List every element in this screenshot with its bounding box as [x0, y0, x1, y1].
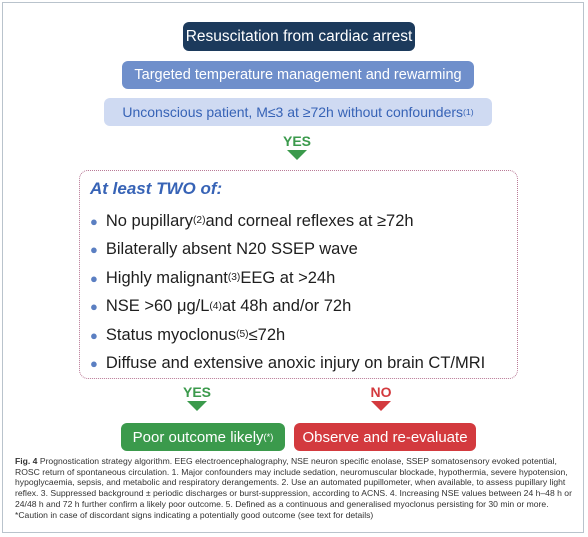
step-unconscious-patient: Unconscious patient, M≤3 at ≥72h without confounders (1)	[104, 98, 492, 126]
step-resuscitation-label: Resuscitation from cardiac arrest	[185, 27, 413, 45]
criteria-item: ● NSE >60 μg/L (4) at 48h and/or 72h	[90, 297, 352, 316]
criteria-item-text-end: at 48h and/or 72h	[221, 297, 352, 316]
no-branch-label: NO	[370, 384, 392, 400]
bullet-icon: ●	[90, 327, 98, 343]
criteria-title: At least TWO of:	[90, 179, 223, 198]
criteria-item: ● Status myoclonus (5) ≤72h	[90, 325, 286, 344]
outcome-observe	[294, 423, 476, 451]
criteria-item	[90, 236, 485, 265]
criteria-item: ● Highly malignant (3) EEG at >24h	[90, 268, 336, 287]
bullet-icon: ●	[90, 270, 98, 286]
criteria-item-text: Status myoclonus	[105, 325, 237, 344]
down-arrow-icon	[187, 401, 207, 411]
criteria-item-text-end: EEG at >24h	[240, 268, 336, 287]
criteria-item-text: Highly malignant	[105, 268, 228, 287]
bullet-icon: ●	[90, 356, 98, 372]
criteria-item-text: No pupillary	[105, 211, 193, 230]
step-temperature-management-label: Targeted temperature management and rewarming	[134, 67, 462, 83]
figure-caption-text: Prognostication strategy algorithm. EEG electroencephalography, NSE neuron specific enolase, SSEP somatosensory evoked potential, ROSC return of spontaneous circulation. 1. Major confounders may include sedation, neuromuscular blockade, hypothermia, severe hypotension, hypoglycaemia, sepsis, and metabolic and respiratory derangements. 2. Use an automated pupillometer, when available, to assess pupillary light reflex. 3. Suppressed background ± periodic discharges or burst-suppression, according to ACNS. 4. Increasing NSE values between 24 h–48 h or 24/48 h and 72 h further confirm a likely poor outcome. 5. Defined as a continuous and generalised myoclonus persisting for 30 min or more. *Caution in case of discordant signs indicating a potentially good outcome (see text for details)	[15, 456, 572, 520]
criteria-item-text: Diffuse and extensive anoxic injury on brain CT/MRI	[105, 354, 486, 373]
outcome-poor-label: Poor outcome likely	[132, 428, 264, 446]
bullet-icon: ●	[90, 299, 98, 315]
criteria-box	[79, 170, 518, 379]
figure-label: Fig. 4	[15, 456, 38, 466]
bullet-icon: ●	[90, 213, 98, 229]
figure-caption	[15, 456, 581, 520]
figure-frame	[2, 2, 584, 533]
criteria-item-text: NSE >60 μg/L	[105, 297, 210, 316]
step-resuscitation	[183, 22, 415, 51]
step-unconscious-patient-label: Unconscious patient, M≤3 at ≥72h without confounders	[122, 104, 464, 120]
yes-label-top: YES	[282, 133, 311, 149]
down-arrow-icon	[371, 401, 391, 411]
criteria-item-text: Bilaterally absent N20 SSEP wave	[105, 240, 358, 259]
criteria-item-text-end: ≤72h	[248, 325, 286, 344]
criteria-list	[90, 207, 485, 378]
outcome-observe-label: Observe and re-evaluate	[302, 428, 468, 446]
bullet-icon: ●	[90, 242, 98, 258]
yes-branch-label: YES	[182, 384, 211, 400]
criteria-item-text-end: and corneal reflexes at ≥72h	[205, 211, 414, 230]
criteria-item	[90, 350, 485, 379]
step-temperature-management	[122, 61, 474, 89]
outcome-poor: Poor outcome likely (*)	[121, 423, 285, 451]
criteria-item: ● No pupillary (2) and corneal reflexes at ≥72h	[90, 211, 414, 230]
down-arrow-icon	[287, 150, 307, 160]
